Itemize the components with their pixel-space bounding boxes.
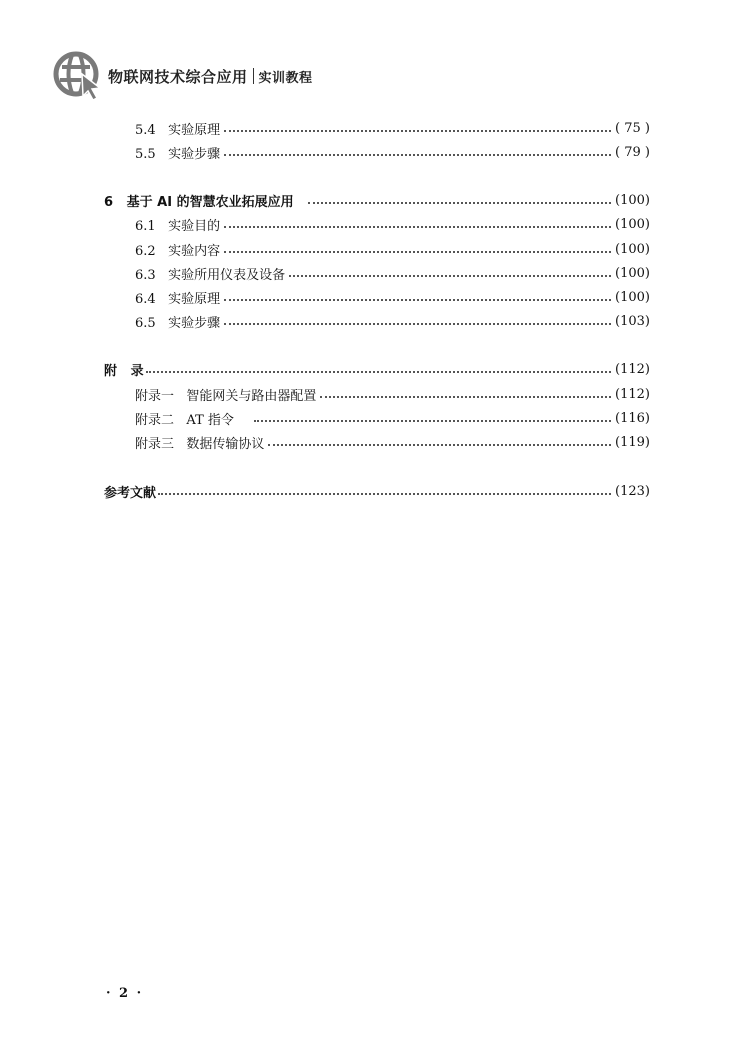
toc-entry-page: (100) bbox=[615, 216, 650, 232]
toc-entry-label: 附录三 数据传输协议 bbox=[135, 436, 265, 452]
toc-entry[interactable] bbox=[135, 309, 650, 333]
dot-leader bbox=[224, 299, 611, 301]
running-header bbox=[52, 50, 313, 102]
page-number: · 2 · bbox=[106, 986, 144, 1001]
toc-chapter[interactable] bbox=[104, 479, 650, 503]
toc-entry[interactable] bbox=[135, 237, 650, 261]
toc-chapter-page: (112) bbox=[615, 361, 650, 377]
dot-leader bbox=[308, 202, 611, 204]
toc-entry-page: (116) bbox=[615, 410, 650, 426]
dot-leader bbox=[268, 444, 611, 446]
toc-entry-label: 6.1 实验目的 bbox=[135, 218, 221, 234]
dot-leader bbox=[289, 275, 611, 277]
toc-entry[interactable] bbox=[135, 406, 650, 430]
toc-entry[interactable] bbox=[135, 140, 650, 164]
toc-entry-label: 6.5 实验步骤 bbox=[135, 315, 221, 331]
dot-leader bbox=[254, 420, 611, 422]
book-subtitle: 实训教程 bbox=[258, 70, 313, 86]
toc-chapter[interactable] bbox=[104, 357, 650, 381]
toc-entry[interactable] bbox=[135, 382, 650, 406]
toc-entry-page: ( 75 ) bbox=[615, 120, 650, 136]
dot-leader bbox=[224, 323, 611, 325]
dot-leader bbox=[158, 493, 611, 495]
toc-chapter-label: 6 基于 AI 的智慧农业拓展应用 bbox=[104, 194, 294, 210]
toc-chapter-page: (123) bbox=[615, 483, 650, 499]
toc-entry-label: 5.5 实验步骤 bbox=[135, 146, 221, 162]
toc-entry-page: (103) bbox=[615, 313, 650, 329]
toc-chapter-page: (100) bbox=[615, 192, 650, 208]
dot-leader bbox=[224, 130, 611, 132]
dot-leader bbox=[320, 396, 611, 398]
toc-entry-label: 6.3 实验所用仪表及设备 bbox=[135, 267, 286, 283]
toc-chapter[interactable] bbox=[104, 188, 650, 212]
globe-cursor-icon bbox=[52, 50, 104, 102]
toc-entry[interactable] bbox=[135, 212, 650, 236]
toc-entry-page: (100) bbox=[615, 289, 650, 305]
toc-chapter-label: 参考文献 bbox=[104, 485, 157, 501]
toc-entry[interactable] bbox=[135, 261, 650, 285]
toc-entry-page: (112) bbox=[615, 386, 650, 402]
toc-entry-label: 附录二 AT 指令 bbox=[135, 412, 234, 428]
dot-leader bbox=[224, 226, 611, 228]
header-divider bbox=[253, 68, 254, 84]
toc-entry-page: (100) bbox=[615, 265, 650, 281]
toc-entry[interactable] bbox=[135, 116, 650, 140]
dot-leader bbox=[224, 154, 611, 156]
toc-entry-label: 5.4 实验原理 bbox=[135, 122, 221, 138]
toc-entry-page: ( 79 ) bbox=[615, 144, 650, 160]
toc-entry-page: (100) bbox=[615, 241, 650, 257]
dot-leader bbox=[146, 371, 611, 373]
toc-entry-page: (119) bbox=[615, 434, 650, 450]
toc-entry[interactable] bbox=[135, 285, 650, 309]
toc-entry-label: 附录一 智能网关与路由器配置 bbox=[135, 388, 317, 404]
book-title: 物联网技术综合应用 bbox=[108, 67, 248, 86]
toc-entry-label: 6.4 实验原理 bbox=[135, 291, 221, 307]
dot-leader bbox=[224, 251, 611, 253]
toc-entry[interactable] bbox=[135, 430, 650, 454]
toc-chapter-label: 附 录 bbox=[104, 363, 144, 379]
toc-entry-label: 6.2 实验内容 bbox=[135, 243, 221, 259]
